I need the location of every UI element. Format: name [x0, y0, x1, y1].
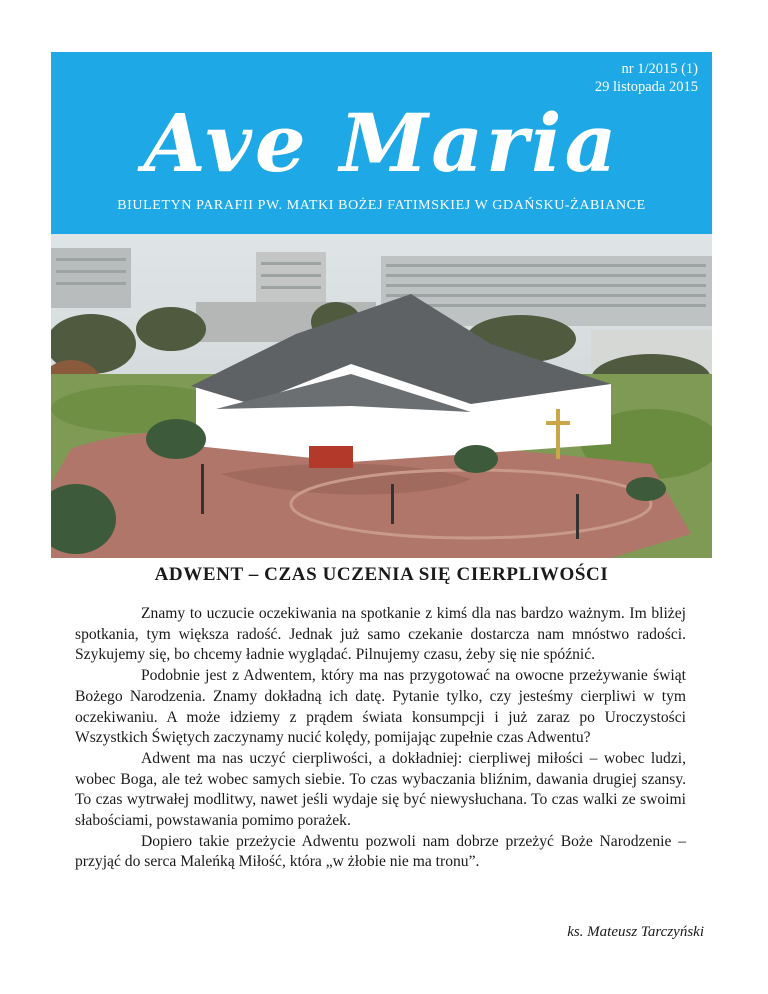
masthead: [51, 52, 712, 234]
article-body: [75, 604, 686, 873]
article-paragraph: Dopiero takie przeżycie Adwentu pozwoli nam dobrze przeżyć Boże Narodzenie – przyjąć do serca Maleńką Miłość, która „w żłobie nie ma tronu”.: [75, 832, 686, 871]
bulletin-subtitle: BIULETYN PARAFII PW. MATKI BOŻEJ FATIMSKIEJ W GDAŃSKU-ŻABIANCE: [117, 198, 646, 213]
bulletin-title: Ave Maria: [143, 96, 620, 190]
article-paragraph: Adwent ma nas uczyć cierpliwości, a dokładniej: cierpliwej miłości – wobec ludzi, wobec Boga, ale też wobec samych siebie. To czas wybaczania bliźnim, dawania drugiej szansy. To czas wytrwałej modlitwy, nawet jeśli wydaje się być niewysłuchana. To czas walki ze swoimi słabościami, powstawania pomimo porażek.: [75, 749, 686, 830]
article-author: ks. Mateusz Tarczyński: [567, 924, 704, 940]
article-headline: ADWENT – CZAS UCZENIA SIĘ CIERPLIWOŚCI: [154, 564, 609, 585]
article-paragraph: Znamy to uczucie oczekiwania na spotkanie z kimś dla nas bardzo ważnym. Im bliżej spotkania, tym większa radość. Jednak już samo czekanie dostarcza nam mnóstwo radości. Szykujemy się, bo chcemy ładnie wyglądać. Pilnujemy czasu, żeby się nie spóźnić.: [75, 605, 686, 664]
article-paragraph: Podobnie jest z Adwentem, który ma nas przygotować na owocne przeżywanie świąt Bożego Narodzenia. Znamy dokładną ich datę. Pytanie tylko, czy jesteśmy cierpliwi w tym oczekiwaniu. A może idziemy z prądem świata konsumpcji i już zaraz po Uroczystości Wszystkich Świętych zaczynamy nucić kolędy, pomijając zupełnie czas Adwentu?: [75, 667, 686, 747]
church-photo: [51, 234, 712, 558]
issue-date: 29 listopada 2015: [594, 79, 698, 95]
church-aerial-image: [51, 234, 712, 558]
issue-number: nr 1/2015 (1): [621, 61, 698, 77]
